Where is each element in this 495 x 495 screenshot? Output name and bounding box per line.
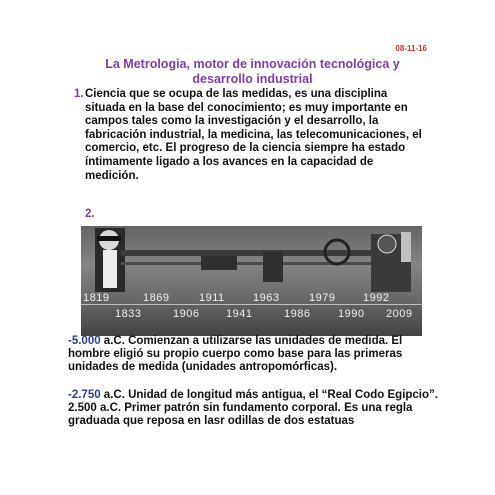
timeline-entry-text: a.C. Comienzan a utilizarse las unidades de medida. El hombre eligió su propio cuerpo como base para las primeras unidades de medida (unidades antropomórficas). bbox=[68, 335, 403, 373]
list-item-1-text: Ciencia que se ocupa de las medidas, es una disciplina situada en la base del conocimiento; es muy importante en campos tales como la investigación y el desarrollo, la fabricación industrial, la medicina, las telecomunicaciones, el comercio, etc. El progreso de la ciencia siempre ha estado íntimamente ligado a los avances en la capacidad de medición. bbox=[85, 88, 422, 182]
timeline-entry-2750 bbox=[68, 389, 438, 428]
year-label: 1911 bbox=[199, 292, 225, 304]
year-label: 1992 bbox=[363, 292, 390, 304]
year-label: 1979 bbox=[309, 292, 336, 304]
year-label: 1963 bbox=[253, 292, 280, 304]
year-label: 1869 bbox=[143, 292, 170, 304]
list-number-1: 1. bbox=[74, 88, 84, 100]
year-label: 1986 bbox=[284, 308, 311, 320]
metrology-history-photo bbox=[81, 226, 422, 336]
list-item-1 bbox=[74, 88, 425, 183]
year-label: 2009 bbox=[386, 308, 413, 320]
list-number-2: 2. bbox=[85, 208, 95, 220]
year-label: 1990 bbox=[338, 308, 365, 320]
year-label: 1941 bbox=[226, 308, 253, 320]
year-label: 1819 bbox=[83, 292, 110, 304]
timeline-divider bbox=[81, 304, 422, 305]
title-line-2: desarrollo industrial bbox=[192, 72, 313, 86]
page-title bbox=[80, 57, 425, 87]
timeline-entry-text: a.C. Unidad de longitud más antigua, el “Real Codo Egipcio”. bbox=[100, 389, 438, 401]
timeline-year-value: -2.750 bbox=[68, 389, 101, 401]
document-date: 08-11-16 bbox=[395, 44, 427, 53]
timeline-entry-5000 bbox=[68, 335, 438, 374]
timeline-year-value: -5.000 bbox=[68, 335, 101, 347]
year-label: 1906 bbox=[173, 308, 200, 320]
year-label: 1833 bbox=[115, 308, 142, 320]
title-line-1: La Metrologia, motor de innovación tecnológica y bbox=[105, 57, 400, 71]
timeline-entry-text-2: 2.500 a.C. Primer patrón sin fundamento corporal. Es una regla graduada que reposa en lasr odillas de dos estatuas bbox=[68, 402, 413, 427]
